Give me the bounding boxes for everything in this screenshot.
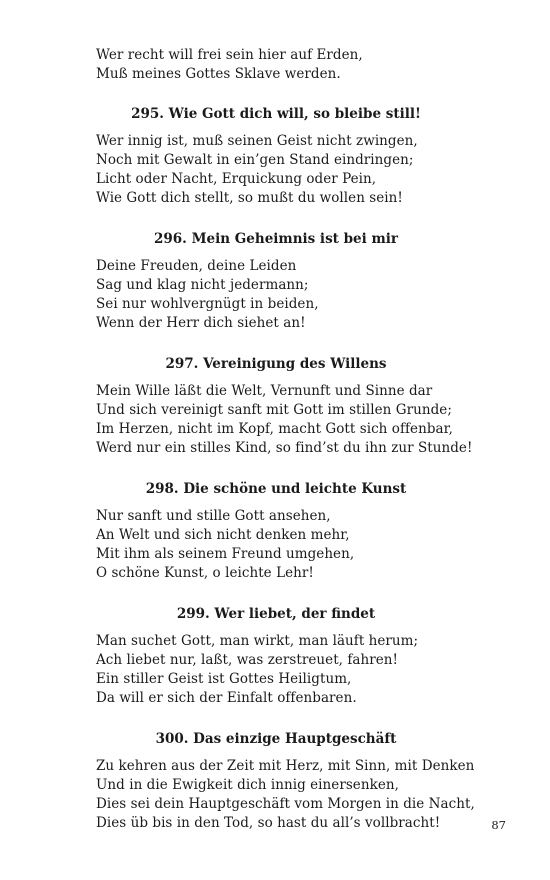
poem-295 xyxy=(96,105,456,208)
poem-title: 300. Das einzige Hauptgeschäft xyxy=(155,731,397,747)
verse-line: Nur sanft und stille Gott ansehen, xyxy=(96,508,331,524)
verse-line: Sei nur wohlvergnügt in beiden, xyxy=(96,296,319,312)
verse-line: Dies sei dein Hauptgeschäft vom Morgen in die Nacht, xyxy=(96,796,475,812)
verse-line: Und in die Ewigkeit dich innig einersenken, xyxy=(96,777,399,793)
poem-title: 299. Wer liebet, der findet xyxy=(176,606,376,622)
verse-line: Mit ihm als seinem Freund umgehen, xyxy=(96,546,355,562)
verse-line: Und sich vereinigt sanft mit Gott im stillen Grunde; xyxy=(96,402,452,418)
verse-line: An Welt und sich nicht denken mehr, xyxy=(96,527,350,543)
verse-line: Man suchet Gott, man wirkt, man läuft herum; xyxy=(96,633,419,649)
poem-297 xyxy=(96,355,473,458)
page-body xyxy=(96,46,475,855)
verse-line: Wie Gott dich stellt, so mußt du wollen sein! xyxy=(96,190,403,206)
verse-line: Im Herzen, nicht im Kopf, macht Gott sich offenbar, xyxy=(96,421,453,437)
poem-title: 295. Wie Gott dich will, so bleibe still! xyxy=(131,106,421,122)
verse-line: Werd nur ein stilles Kind, so find’st du ihn zur Stunde! xyxy=(96,440,473,456)
verse-line: Da will er sich der Einfalt offenbaren. xyxy=(96,690,357,706)
verse-line: Ein stiller Geist ist Gottes Heiligtum, xyxy=(96,671,352,687)
poem-300 xyxy=(96,730,475,833)
verse-line: O schöne Kunst, o leichte Lehr! xyxy=(96,565,314,581)
verse-line: Dies üb bis in den Tod, so hast du all’s vollbracht! xyxy=(96,815,441,831)
verse-line: Wer innig ist, muß seinen Geist nicht zwingen, xyxy=(96,133,418,149)
verse-line: Deine Freuden, deine Leiden xyxy=(96,258,297,274)
verse-line: Wer recht will frei sein hier auf Erden, xyxy=(96,47,363,63)
verse-line: Wenn der Herr dich siehet an! xyxy=(96,315,306,331)
poem-title: 298. Die schöne und leichte Kunst xyxy=(145,481,407,497)
poem-296 xyxy=(96,230,456,333)
verse-line: Zu kehren aus der Zeit mit Herz, mit Sinn, mit Denken xyxy=(96,758,475,774)
intro-stanza xyxy=(96,46,456,84)
verse-line: Muß meines Gottes Sklave werden. xyxy=(96,66,341,82)
page-number: 87 xyxy=(491,818,506,832)
verse-line: Licht oder Nacht, Erquickung oder Pein, xyxy=(96,171,377,187)
verse-line: Ach liebet nur, laßt, was zerstreuet, fahren! xyxy=(96,652,399,668)
poem-title: 296. Mein Geheimnis ist bei mir xyxy=(154,231,398,247)
verse-line: Sag und klag nicht jedermann; xyxy=(96,277,309,293)
verse-line: Noch mit Gewalt in ein’gen Stand eindringen; xyxy=(96,152,414,168)
poem-299 xyxy=(96,605,456,708)
verse-line: Mein Wille läßt die Welt, Vernunft und Sinne dar xyxy=(96,383,433,399)
poem-title: 297. Vereinigung des Willens xyxy=(165,356,387,372)
poem-298 xyxy=(96,480,456,583)
